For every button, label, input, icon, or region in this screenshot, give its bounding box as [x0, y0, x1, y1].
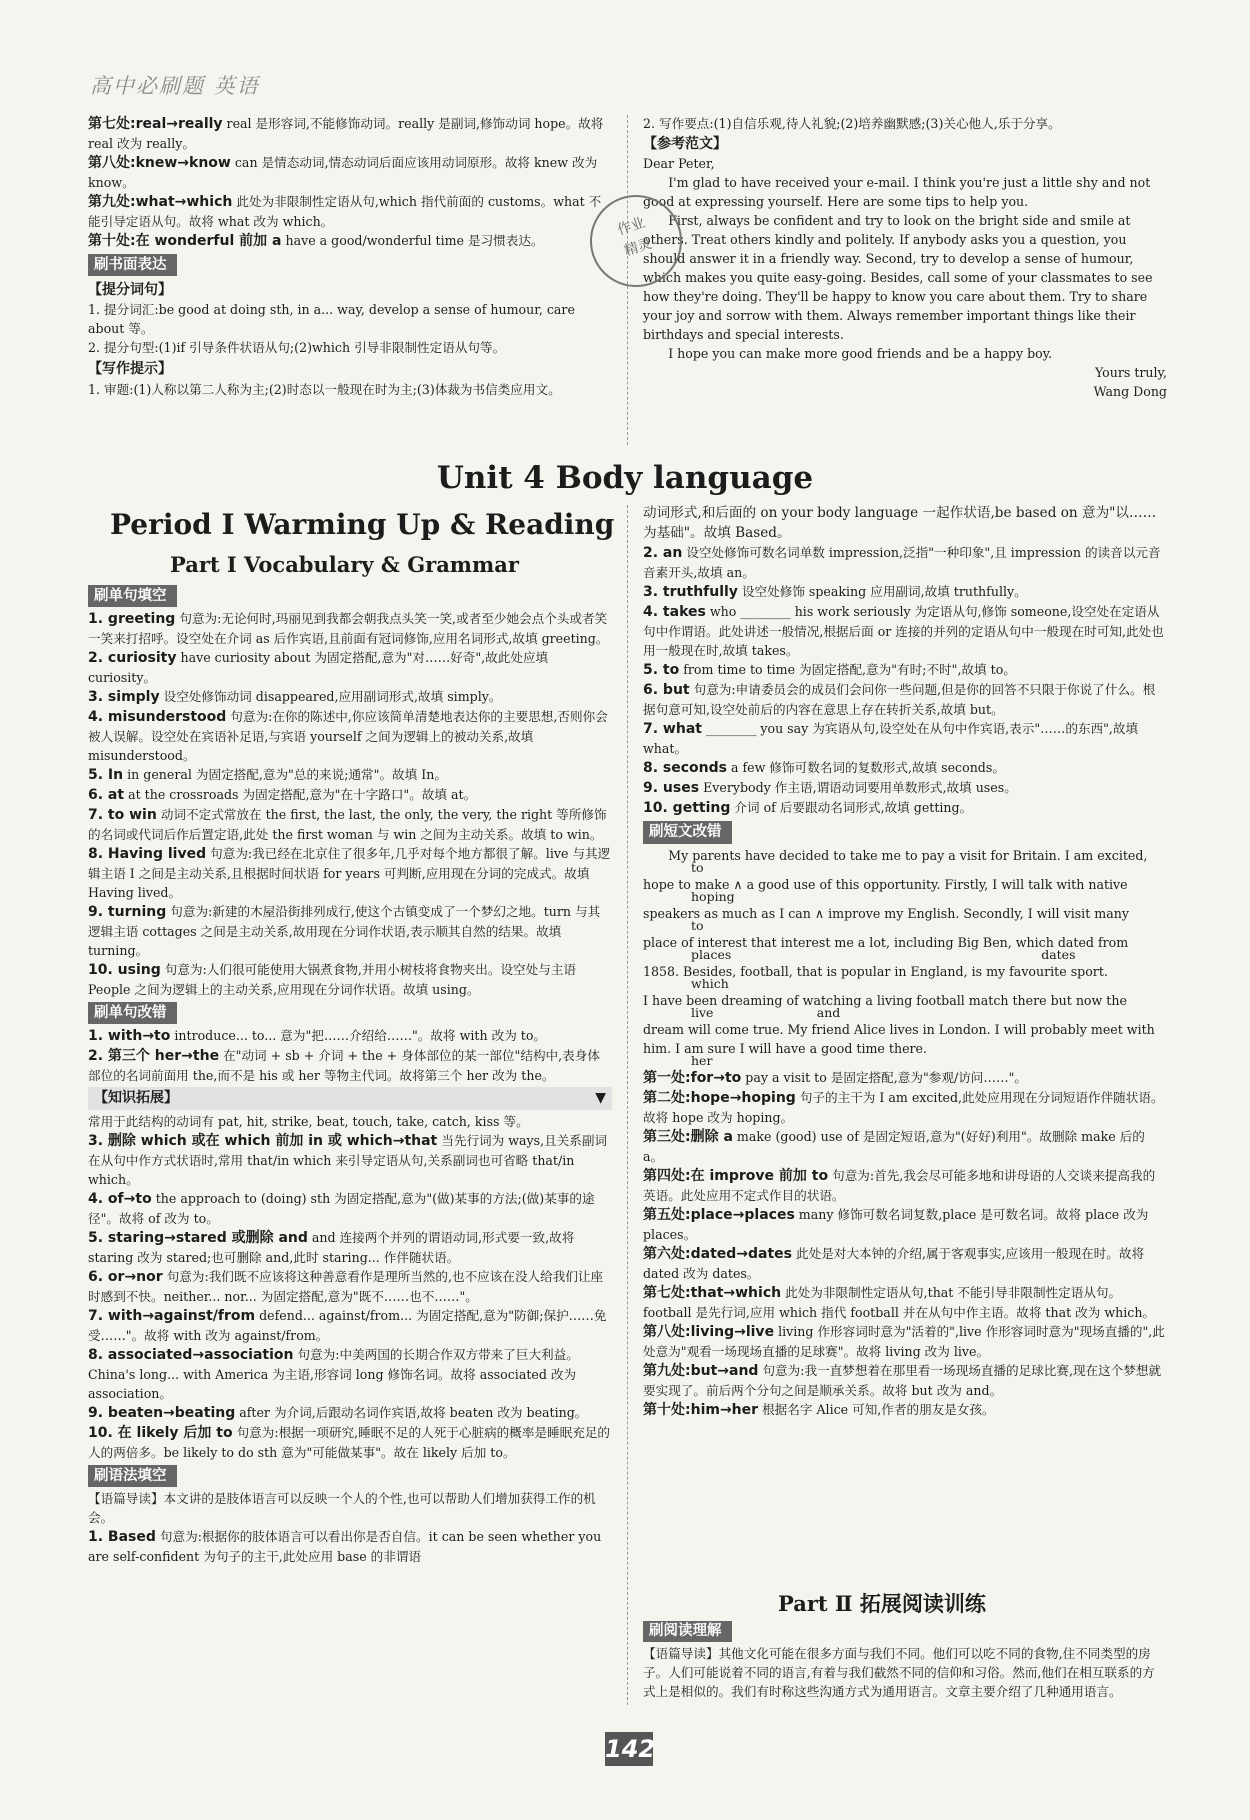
answer-item	[88, 805, 612, 844]
answer-text: Everybody 作主语,谓语动词要用单数形式,故填 uses。	[699, 780, 1017, 796]
answer-text: 设空处修饰动词 disappeared,应用副词形式,故填 simply。	[159, 689, 502, 705]
text-line: 1. 提分词汇:be good at doing sth, in a... way, develop a sense of humour, care about 等。	[88, 302, 575, 337]
answer-text: ________ you say 为宾语从句,设空处在从句中作宾语,表示"……的东西",故填 what。	[643, 721, 1139, 757]
answer-text: 在"动词 + sb + 介词 + the + 身体部位的某一部位"结构中,表身体部位的名词前面用 the,而不是 his 或 her 等物主代词。故将第三个 her 改为 the。	[88, 1048, 600, 1084]
essay-correction-word: hoping	[691, 888, 735, 904]
answer-item	[88, 609, 612, 648]
answer-item	[643, 1361, 1167, 1400]
answer-label: 10. getting	[643, 800, 731, 817]
essay-line: hope to make ∧ a good use of this opportunity. Firstly, I will talk with native	[643, 876, 1128, 892]
writing-title: 【写作提示】	[88, 361, 172, 378]
answer-label: 2. 第三个 her→the	[88, 1048, 220, 1065]
answer-item	[643, 758, 1167, 778]
answer-label: 1. with→to	[88, 1028, 171, 1045]
answer-text: who ________ his work seriously 为定语从句,修饰 someone,设空处在定语从句中作谓语。此处讲述一般情况,根据后面 or 连接的并列的定语从句中一般现在时可知,此处也用一般现在时,故填 takes。	[643, 604, 1164, 659]
answer-label: 第三处:删除 a	[643, 1128, 733, 1145]
answer-text: 句意为:我们既不应该将这种善意看作是理所当然的,也不应该在没人给我们让座时感到不快。neither... nor... 为固定搭配,意为"既不……也不……"。	[88, 1268, 604, 1304]
answer-label: 第四处:在 improve 前加 to	[643, 1167, 829, 1184]
top-right-column	[643, 114, 1167, 401]
answer-text: 当先行词为 ways,且关系副词在从句中作方式状语时,常用 that/in which 来引导定语从句,关系副词也可省略 that/in which。	[88, 1132, 608, 1187]
answer-label: 第五处:place→places	[643, 1206, 795, 1223]
answer-text: in general 为固定搭配,意为"总的来说;通常"。故填 In。	[123, 767, 447, 783]
answer-item	[643, 1400, 1167, 1420]
answer-item	[643, 660, 1167, 680]
answer-item	[643, 778, 1167, 798]
answer-label: 第二处:hope→hoping	[643, 1089, 796, 1106]
answer-text: 句意为:中美两国的长期合作双方带来了巨大利益。China's long... with America 为主语,形容词 long 修饰名词。故将 associated 改为 association。	[88, 1346, 579, 1401]
answer-item	[643, 1166, 1167, 1205]
answer-item	[643, 1068, 1167, 1088]
letter-closing: Yours truly,	[1094, 365, 1167, 380]
answer-label: 第七处:that→which	[643, 1284, 782, 1301]
section-heading-writing: 刷书面表达	[88, 254, 177, 276]
answer-label: 5. In	[88, 767, 124, 784]
essay-correction-word: to	[691, 859, 704, 875]
writing-points: 2. 写作要点:(1)自信乐观,待人礼貌;(2)培养幽默感;(3)关心他人,乐于分享。	[643, 116, 1061, 131]
knowledge-box	[88, 1087, 612, 1109]
reading-guide: 【语篇导读】其他文化可能在很多方面与我们不同。他们可以吃不同的食物,住不同类型的房子。人们可能说着不同的语言,有着与我们截然不同的信仰和习俗。然而,他们在相互联系的方式上是相似的。我们有时称这些沟通方式为通用语言。文章主要介绍了几种通用语言。	[643, 1646, 1155, 1699]
answer-item	[88, 1403, 612, 1423]
answer-text: 句意为:无论何时,玛丽见到我都会朝我点头笑一笑,或者至少她会点个头或者笑一笑来打招呼。设空处在介词 as 后作宾语,且前面有冠词修饰,应用名词形式,故填 greeting。	[88, 611, 609, 647]
answer-text: a few 修饰可数名词的复数形式,故填 seconds。	[727, 760, 1005, 776]
answer-item	[643, 719, 1167, 758]
answer-text: many 修饰可数名词复数,place 是可数名词。故将 place 改为 places。	[643, 1206, 1149, 1242]
answer-item	[88, 960, 612, 999]
answer-label: 7. what	[643, 721, 702, 738]
answer-label: 7. with→against/from	[88, 1307, 256, 1324]
lower-left-column	[88, 582, 612, 1566]
answer-label: 9. beaten→beating	[88, 1404, 236, 1421]
answer-item	[88, 1131, 612, 1189]
knowledge-text: 常用于此结构的动词有 pat, hit, strike, beat, touch, take, catch, kiss 等。	[88, 1113, 529, 1129]
answer-item	[643, 1283, 1167, 1322]
answer-text: have a good/wonderful time 是习惯表达。	[281, 233, 544, 248]
answer-label: 第十处:在 wonderful 前加 a	[88, 233, 282, 249]
answer-label: 4. of→to	[88, 1190, 152, 1207]
answer-text: 介词 of 后要跟动名词形式,故填 getting。	[730, 800, 973, 816]
column-divider-lower	[627, 505, 628, 1705]
answer-text: from time to time 为固定搭配,意为"有时;不时",故填 to。	[679, 662, 1016, 678]
answer-item	[88, 1026, 612, 1046]
answer-label: 2. an	[643, 545, 683, 562]
collapse-icon[interactable]: ▼	[595, 1090, 606, 1107]
grammar-item	[88, 1527, 612, 1566]
answer-label: 4. misunderstood	[88, 709, 227, 726]
answer-item	[88, 902, 612, 960]
fix-answers	[88, 1026, 612, 1085]
answer-text: 句意为:我已经在北京住了很多年,几乎对每个地方都很了解。live 与其逻辑主语 I 之间是主动关系,且根据时间状语 for years 可判断,应用现在分词的完成式。故填 Having lived。	[88, 846, 611, 901]
essay-correction-word: which	[691, 975, 729, 991]
section-heading-fix: 刷单句改错	[88, 1002, 177, 1024]
answer-label: 6. but	[643, 682, 690, 699]
answer-item	[643, 798, 1167, 818]
answer-item	[88, 648, 612, 687]
answer-label: 第十处:him→her	[643, 1401, 759, 1418]
answer-item	[643, 602, 1167, 660]
answer-text: 句意为:我一直梦想着在那里看一场现场直播的足球比赛,现在这个梦想就要实现了。前后两个分句之间是顺承关系。故将 but 改为 and。	[643, 1362, 1162, 1398]
answer-item	[88, 687, 612, 707]
answer-label: 3. truthfully	[643, 584, 738, 601]
essay-line: My parents have decided to take me to pay a visit for Britain. I am excited,	[668, 847, 1148, 863]
section-heading-essay: 刷短文改错	[643, 821, 732, 843]
answer-text: after 为介词,后跟动名词作宾语,故将 beaten 改为 beating。	[235, 1404, 588, 1420]
answer-label: 10. 在 likely 后加 to	[88, 1424, 233, 1441]
text-line: 2. 提分句型:(1)if 引导条件状语从句;(2)which 引导非限制性定语从句等。	[88, 340, 506, 356]
answer-label: 1. greeting	[88, 611, 176, 628]
lower-right-column	[643, 503, 1167, 1420]
answer-label: 5. staring→stared 或删除 and	[88, 1229, 308, 1246]
grammar-continuation: 动词形式,和后面的 on your body language 一起作状语,be based on 意为"以……为基础"。故填 Based。	[643, 505, 1157, 542]
answer-label: 6. at	[88, 787, 125, 804]
answer-text: 句子的主干为 I am excited,此处应用现在分词短语作伴随状语。故将 hope 改为 hoping。	[643, 1089, 1164, 1125]
text-line: First, always be confident and try to look on the bright side and smile at others. Treat others kindly and politely. If anybody asks you a question, you should answer it in a friendly way. Second, try to develop a sense of humour, which makes you quite easy-going. Besides, call some of your classmates to see how they're doing. They'll be happy to know you care about them. Try to share your joy and sorrow with them. Always remember important things like their birthdays and special interests.	[643, 213, 1153, 342]
section-heading-reading: 刷阅读理解	[643, 1621, 732, 1642]
answer-item	[88, 1423, 612, 1462]
essay-correction-word: live and	[691, 1004, 841, 1020]
answer-item	[88, 114, 612, 153]
answer-text: 句意为:根据一项研究,睡眠不足的人死于心脏病的概率是睡眠充足的人的两倍多。be likely to do sth 意为"可能做某事"。故在 likely 后加 to。	[88, 1424, 611, 1460]
answer-item	[643, 1088, 1167, 1127]
answer-text: 此处是对大本钟的介绍,属于客观事实,应该用一般现在时。故将 dated 改为 dates。	[643, 1245, 1145, 1281]
essay-correction-word: her	[691, 1052, 713, 1068]
answer-item	[643, 680, 1167, 719]
essay-line: dream will come true. My friend Alice lives in London. I will probably meet with him. I am sure I will have a good time there.	[643, 1021, 1155, 1056]
letter-body	[643, 173, 1167, 363]
answer-item	[88, 844, 612, 902]
essay-line: 1858. Besides, football, that is popular in England, is my favourite sport.	[643, 963, 1108, 979]
guide-text: 【语篇导读】本文讲的是肢体语言可以反映一个人的个性,也可以帮助人们增加获得工作的机会。	[88, 1490, 596, 1525]
answer-label: 1. Based	[88, 1528, 156, 1545]
answer-text: 句意为:申请委员会的成员们会问你一些问题,但是你的回答不只限于你说了什么。根据句意可知,设空处前后的内容在意思上存在转折关系,故填 but。	[643, 682, 1156, 718]
answer-text: 句意为:首先,我会尽可能多地和讲母语的人交谈来提高我的英语。此处应用不定式作目的状语。	[643, 1167, 1156, 1203]
essay-correction-word: places dates	[691, 946, 1076, 962]
answer-label: 6. or→nor	[88, 1268, 163, 1285]
answer-text: the approach to (doing) sth 为固定搭配,意为"(做)某事的方法;(做)某事的途径"。故将 of 改为 to。	[88, 1190, 595, 1226]
knowledge-title: 【知识拓展】	[94, 1090, 178, 1107]
answer-item	[643, 1205, 1167, 1244]
answer-item	[643, 1127, 1167, 1166]
answer-item	[88, 765, 612, 785]
answer-label: 第一处:for→to	[643, 1069, 742, 1086]
answer-text: can 是情态动词,情态动词后面应该用动词原形。故将 knew 改为 know。	[88, 155, 598, 190]
essay-line: I have been dreaming of watching a living football match there but now the	[643, 992, 1127, 1008]
answer-label: 7. to win	[88, 807, 157, 824]
answer-label: 第八处:living→live	[643, 1323, 775, 1340]
answer-item	[88, 707, 612, 765]
answer-text: at the crossroads 为固定搭配,意为"在十字路口"。故填 at。	[124, 787, 477, 803]
answer-label: 3. 删除 which 或在 which 前加 in 或 which→that	[88, 1132, 438, 1149]
answer-text: 设空处修饰可数名词单数 impression,泛指"一种印象",且 impression 的读音以元音音素开头,故填 an。	[643, 545, 1161, 581]
answer-label: 8. seconds	[643, 760, 727, 777]
answer-text: defend... against/from... 为固定搭配,意为"防御;保护……免受……"。故将 with 改为 against/from。	[88, 1307, 607, 1343]
page-number: 142	[605, 1732, 653, 1766]
part1-title: Part Ⅰ Vocabulary & Grammar	[170, 552, 519, 577]
answer-label: 第九处:what→which	[88, 194, 233, 210]
part2-title: Part Ⅱ 拓展阅读训练	[778, 1591, 986, 1616]
tips-list	[88, 300, 612, 357]
tips-title: 【提分词句】	[88, 282, 172, 299]
text-line: 1. 审题:(1)人称以第二人称为主;(2)时态以一般现在时为主;(3)体裁为书信类应用文。	[88, 381, 561, 397]
answer-label: 第六处:dated→dates	[643, 1245, 792, 1262]
section-heading-grammar: 刷语法填空	[88, 1465, 177, 1487]
section-heading-fill: 刷单句填空	[88, 585, 177, 607]
answer-text: pay a visit to 是固定搭配,意为"参观/访问……"。	[741, 1069, 1027, 1085]
reading-section	[643, 1618, 1167, 1701]
answer-item	[88, 1306, 612, 1345]
answer-label: 第七处:real→really	[88, 116, 223, 132]
answer-label: 4. takes	[643, 604, 706, 621]
answer-item	[88, 192, 612, 231]
correction-items	[88, 114, 612, 251]
answer-item	[643, 1244, 1167, 1283]
essay-fixes	[643, 1068, 1167, 1420]
letter-signature: Wang Dong	[1093, 384, 1167, 399]
answer-item	[88, 153, 612, 192]
answer-text: 句意为:根据你的肢体语言可以看出你是否自信。it can be seen whether you are self-confident 为句子的主干,此处应用 base 的非谓语	[88, 1528, 602, 1564]
letter-greeting: Dear Peter,	[643, 156, 715, 171]
stamp-line: 作业	[615, 214, 648, 239]
essay-line: speakers as much as I can ∧ improve my English. Secondly, I will visit many	[643, 905, 1129, 921]
answer-item	[643, 582, 1167, 602]
unit-title: Unit 4 Body language	[436, 460, 814, 496]
answer-label: 8. Having lived	[88, 846, 207, 863]
answer-text: 句意为:人们很可能使用大锅煮食物,并用小树枝将食物夹出。设空处与主语 People 之间为逻辑上的主动关系,应用现在分词作状语。故填 using。	[88, 962, 577, 998]
answer-item	[643, 1322, 1167, 1361]
answer-item	[88, 231, 612, 251]
text-line: I hope you can make more good friends and be a happy boy.	[668, 346, 1053, 361]
answer-text: have curiosity about 为固定搭配,意为"对……好奇",故此处应填 curiosity。	[88, 650, 549, 686]
answer-text: 句意为:新建的木屋沿街排列成行,使这个古镇变成了一个梦幻之地。turn 与其逻辑主语 cottages 之间是主动关系,故用现在分词作状语,表示顺其自然的结果。故填 turning。	[88, 904, 601, 959]
answer-text: 此处为非限制性定语从句,which 指代前面的 customs。what 不能引导定语从句。故将 what 改为 which。	[88, 194, 602, 229]
fill-answers	[88, 609, 612, 999]
sample-title: 【参考范文】	[643, 136, 727, 152]
answer-text: 句意为:在你的陈述中,你应该简单清楚地表达你的主要思想,否则你会被人误解。设空处在宾语补足语,与宾语 yourself 之间为逻辑上的被动关系,故填 misunderstood。	[88, 709, 608, 764]
answer-item	[88, 785, 612, 805]
period-title: Period Ⅰ Warming Up & Reading	[110, 508, 615, 541]
answer-label: 5. to	[643, 662, 680, 679]
answer-label: 3. simply	[88, 689, 160, 706]
answer-label: 2. curiosity	[88, 650, 177, 667]
text-line: I'm glad to have received your e-mail. I think you're just a little shy and not good at expressing yourself. Here are some tips to help you.	[643, 175, 1151, 209]
answer-text: real 是形容词,不能修饰动词。really 是副词,修饰动词 hope。故将 real 改为 really。	[88, 116, 604, 151]
answer-label: 9. uses	[643, 780, 700, 797]
answer-item	[88, 1189, 612, 1228]
top-left-column	[88, 114, 612, 399]
answer-text: living 作形容词时意为"活着的",live 作形容词时意为"现场直播的",此处意为"观看一场现场直播的足球赛"。故将 living 改为 live。	[643, 1323, 1165, 1359]
answer-item	[88, 1267, 612, 1306]
essay-correction	[643, 846, 1167, 1068]
answer-text: 此处为非限制性定语从句,that 不能引导非限制性定语从句。football 是先行词,应用 which 指代 football 并在从句中作主语。故将 that 改为 which。	[643, 1284, 1156, 1320]
answer-item	[88, 1345, 612, 1403]
answer-item	[643, 543, 1167, 582]
stamp-line: 精灵	[622, 235, 654, 260]
answer-text: make (good) use of 是固定短语,意为"(好好)利用"。故删除 make 后的 a。	[643, 1128, 1145, 1164]
grammar-answers	[643, 543, 1167, 818]
answer-item	[88, 1228, 612, 1267]
answer-text: introduce... to... 意为"把……介绍给……"。故将 with 改为 to。	[170, 1028, 547, 1044]
answer-text: 根据名字 Alice 可知,作者的朋友是女孩。	[758, 1401, 995, 1417]
answer-text: 设空处修饰 speaking 应用副词,故填 truthfully。	[737, 584, 1027, 600]
writing-list	[88, 380, 612, 399]
answer-label: 第八处:knew→know	[88, 155, 231, 171]
answer-label: 8. associated→association	[88, 1346, 294, 1363]
answer-label: 9. turning	[88, 904, 167, 921]
answer-text: 动词不定式常放在 the first, the last, the only, the very, the right 等所修饰的名词或代词后作后置定语,此处 the first woman 与 win 之间为主动关系。故填 to win。	[88, 807, 607, 843]
answer-label: 第九处:but→and	[643, 1362, 759, 1379]
page-header: 高中必刷题 英语	[90, 74, 260, 98]
answer-label: 10. using	[88, 962, 161, 979]
fix-answers-2	[88, 1131, 612, 1462]
essay-correction-word: to	[691, 917, 704, 933]
essay-line: place of interest that interest me a lot, including Big Ben, which dated from	[643, 934, 1129, 950]
answer-text: and 连接两个并列的谓语动词,形式要一致,故将 staring 改为 stared;也可删除 and,此时 staring... 作伴随状语。	[88, 1229, 575, 1265]
answer-item	[88, 1046, 612, 1085]
